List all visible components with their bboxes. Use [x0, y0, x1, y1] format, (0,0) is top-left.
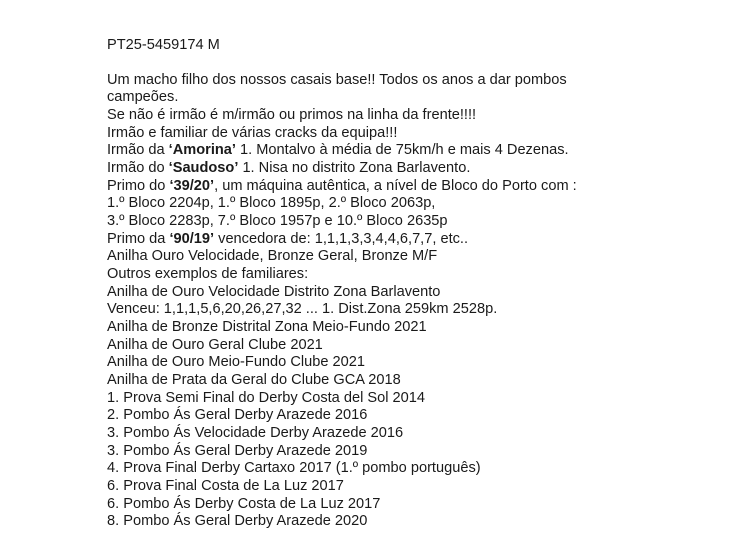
amorina-name: ‘Amorina’ [168, 142, 236, 158]
result-line: Anilha de Bronze Distrital Zona Meio-Fundo 2021 [107, 319, 427, 335]
saudoso-suffix: 1. Nisa no distrito Zona Barlavento. [238, 160, 471, 176]
result-line: Anilha de Ouro Meio-Fundo Clube 2021 [107, 354, 365, 370]
intro-line-1: Um macho filho dos nossos casais base!! Todos os anos a dar pombos [107, 72, 567, 88]
saudoso-prefix: Irmão do [107, 160, 169, 176]
primo-90-name: ‘90/19’ [169, 231, 215, 247]
amorina-suffix: 1. Montalvo à média de 75km/h e mais 4 Dezenas. [235, 142, 569, 158]
result-line: 1. Prova Semi Final do Derby Costa del Sol 2014 [107, 390, 425, 406]
primo-90-suffix: vencedora de: 1,1,1,3,3,4,4,6,7,7, etc.. [214, 231, 469, 247]
primo-39-prefix: Primo do [107, 178, 170, 194]
amorina-line [107, 142, 569, 159]
intro-line-2: campeões. [107, 89, 179, 105]
result-line: 2. Pombo Ás Geral Derby Arazede 2016 [107, 407, 368, 423]
amorina-prefix: Irmão da [107, 142, 169, 158]
result-line: 4. Prova Final Derby Cartaxo 2017 (1.º pombo português) [107, 460, 481, 476]
result-line: Anilha de Prata da Geral do Clube GCA 2018 [107, 372, 401, 388]
result-line: 3. Pombo Ás Geral Derby Arazede 2019 [107, 443, 368, 459]
primo-39-suffix: , um máquina autêntica, a nível de Bloco do Porto com : [214, 178, 577, 194]
primo-39-line [107, 178, 577, 195]
intro-line-4: Irmão e familiar de várias cracks da equipa!!! [107, 125, 398, 141]
anilhas-90-line: Anilha Ouro Velocidade, Bronze Geral, Bronze M/F [107, 248, 438, 264]
primo-90-prefix: Primo da [107, 231, 170, 247]
result-line: Venceu: 1,1,1,5,6,20,26,27,32 ... 1. Dist.Zona 259km 2528p. [107, 301, 498, 317]
primo-39-name: ‘39/20’ [169, 178, 215, 194]
bloco-line-2: 3.º Bloco 2283p, 7.º Bloco 1957p e 10.º Bloco 2635p [107, 213, 448, 229]
result-line: 6. Prova Final Costa de La Luz 2017 [107, 478, 344, 494]
intro-line-3: Se não é irmão é m/irmão ou primos na linha da frente!!!! [107, 107, 477, 123]
ring-id: PT25-5459174 M [107, 37, 220, 53]
result-line: 3. Pombo Ás Velocidade Derby Arazede 2016 [107, 425, 404, 441]
result-line: 6. Pombo Ás Derby Costa de La Luz 2017 [107, 496, 381, 512]
result-line: Anilha de Ouro Geral Clube 2021 [107, 337, 323, 353]
primo-90-line [107, 231, 468, 248]
saudoso-line [107, 160, 470, 177]
saudoso-name: ‘Saudoso’ [168, 160, 239, 176]
bloco-line-1: 1.º Bloco 2204p, 1.º Bloco 1895p, 2.º Bloco 2063p, [107, 195, 436, 211]
result-line: 8. Pombo Ás Geral Derby Arazede 2020 [107, 513, 368, 529]
result-line: Anilha de Ouro Velocidade Distrito Zona Barlavento [107, 284, 441, 300]
outros-heading: Outros exemplos de familiares: [107, 266, 309, 282]
